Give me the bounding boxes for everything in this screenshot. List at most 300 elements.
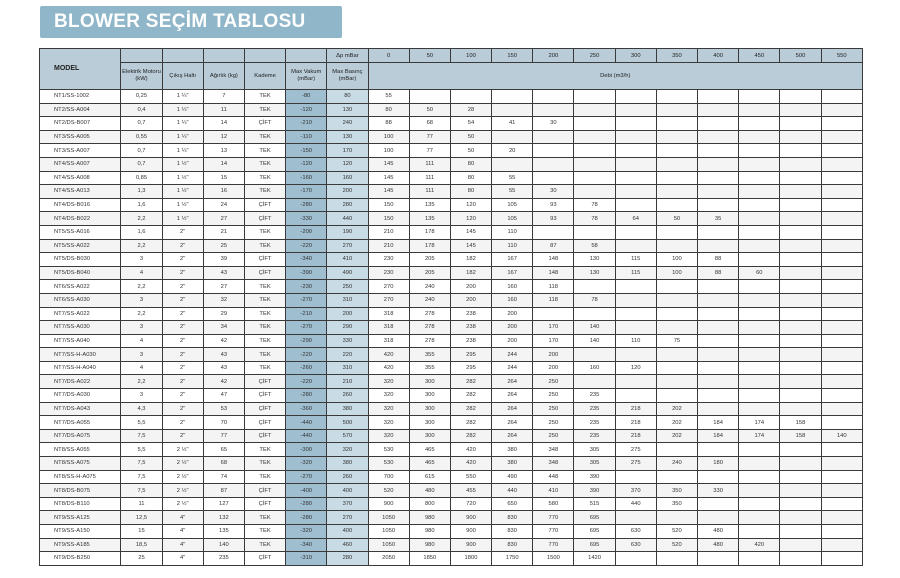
flow-cell bbox=[698, 361, 739, 375]
table-row bbox=[40, 253, 863, 267]
max-vacuum-cell: -390 bbox=[286, 266, 327, 280]
max-vacuum-cell: -260 bbox=[286, 361, 327, 375]
spec-cell: 3 bbox=[121, 348, 162, 362]
spec-cell: 2" bbox=[162, 361, 203, 375]
flow-cell: 282 bbox=[450, 389, 491, 403]
flow-cell: 35 bbox=[698, 212, 739, 226]
flow-cell bbox=[492, 90, 533, 104]
pressure-350: 350 bbox=[656, 49, 697, 63]
flow-cell bbox=[656, 90, 697, 104]
spec-cell: 39 bbox=[203, 253, 244, 267]
flow-cell bbox=[780, 402, 821, 416]
spec-cell: ÇİFT bbox=[244, 402, 285, 416]
flow-cell: 480 bbox=[409, 484, 450, 498]
flow-cell: 50 bbox=[450, 130, 491, 144]
flow-cell bbox=[780, 389, 821, 403]
table-row bbox=[40, 361, 863, 375]
flow-cell: 520 bbox=[368, 484, 409, 498]
flow-cell: 55 bbox=[368, 90, 409, 104]
spec-cell: 7,5 bbox=[121, 470, 162, 484]
flow-cell bbox=[739, 103, 780, 117]
flow-cell bbox=[698, 334, 739, 348]
max-pressure-cell: 280 bbox=[327, 198, 368, 212]
flow-cell bbox=[698, 198, 739, 212]
max-vacuum-cell: -210 bbox=[286, 307, 327, 321]
spec-cell: 2" bbox=[162, 280, 203, 294]
flow-cell: 695 bbox=[574, 538, 615, 552]
flow-cell bbox=[574, 171, 615, 185]
model-cell: NT6/SS-A022 bbox=[40, 280, 121, 294]
max-pressure-cell: 380 bbox=[327, 402, 368, 416]
flow-cell: 100 bbox=[656, 266, 697, 280]
flow-cell: 88 bbox=[698, 266, 739, 280]
spec-cell: 25 bbox=[121, 552, 162, 566]
max-pressure-cell: 120 bbox=[327, 157, 368, 171]
flow-cell: 148 bbox=[533, 266, 574, 280]
spec-cell: TEK bbox=[244, 144, 285, 158]
model-cell: NT1/SS-1002 bbox=[40, 90, 121, 104]
flow-cell: 110 bbox=[492, 225, 533, 239]
model-cell: NT3/SS-A005 bbox=[40, 130, 121, 144]
flow-cell: 250 bbox=[533, 416, 574, 430]
model-cell: NT7/SS-A022 bbox=[40, 307, 121, 321]
model-cell: NT8/DS-B110 bbox=[40, 497, 121, 511]
spec-cell: 4 bbox=[121, 334, 162, 348]
flow-cell: 300 bbox=[409, 402, 450, 416]
spec-cell: ÇİFT bbox=[244, 375, 285, 389]
spec-cell: 2,2 bbox=[121, 375, 162, 389]
table-row bbox=[40, 321, 863, 335]
flow-cell bbox=[698, 293, 739, 307]
flow-cell: 615 bbox=[409, 470, 450, 484]
flow-cell bbox=[780, 552, 821, 566]
column-header-row bbox=[40, 63, 863, 90]
flow-cell: 218 bbox=[615, 416, 656, 430]
blower-selection-table bbox=[39, 48, 863, 566]
flow-cell bbox=[574, 225, 615, 239]
flow-cell: 390 bbox=[574, 484, 615, 498]
flow-cell: 148 bbox=[533, 253, 574, 267]
max-pressure-cell: 250 bbox=[327, 280, 368, 294]
spec-cell: 24 bbox=[203, 198, 244, 212]
flow-cell: 282 bbox=[450, 402, 491, 416]
spec-cell: 25 bbox=[203, 239, 244, 253]
flow-cell: 55 bbox=[492, 171, 533, 185]
spec-cell: TEK bbox=[244, 130, 285, 144]
flow-cell bbox=[821, 321, 862, 335]
spec-cell: 2,2 bbox=[121, 212, 162, 226]
spec-cell: ÇİFT bbox=[244, 212, 285, 226]
flow-cell bbox=[656, 293, 697, 307]
max-vacuum-cell: -220 bbox=[286, 239, 327, 253]
flow-cell: 135 bbox=[409, 212, 450, 226]
max-pressure-cell: 410 bbox=[327, 253, 368, 267]
max-vacuum-cell: -310 bbox=[286, 552, 327, 566]
flow-cell bbox=[821, 90, 862, 104]
flow-cell: 111 bbox=[409, 185, 450, 199]
flow-cell bbox=[739, 280, 780, 294]
flow-cell bbox=[615, 470, 656, 484]
flow-cell: 350 bbox=[656, 484, 697, 498]
flow-cell: 520 bbox=[656, 525, 697, 539]
spec-cell: 53 bbox=[203, 402, 244, 416]
table-row bbox=[40, 171, 863, 185]
flow-cell bbox=[780, 198, 821, 212]
max-pressure-cell: 380 bbox=[327, 457, 368, 471]
flow-cell bbox=[739, 157, 780, 171]
table-row bbox=[40, 457, 863, 471]
flow-cell: 275 bbox=[615, 443, 656, 457]
flow-cell: 184 bbox=[698, 416, 739, 430]
spec-cell: 7,5 bbox=[121, 457, 162, 471]
max-vacuum-cell: -440 bbox=[286, 429, 327, 443]
flow-cell: 420 bbox=[368, 361, 409, 375]
spec-cell: 32 bbox=[203, 293, 244, 307]
flow-cell: 355 bbox=[409, 348, 450, 362]
max-pressure-cell: 80 bbox=[327, 90, 368, 104]
spec-cell: 1 ¼" bbox=[162, 117, 203, 131]
pressure-0: 0 bbox=[368, 49, 409, 63]
table-row bbox=[40, 212, 863, 226]
flow-cell: 695 bbox=[574, 511, 615, 525]
flow-cell bbox=[821, 484, 862, 498]
flow-cell: 275 bbox=[615, 457, 656, 471]
max-vacuum-cell: -360 bbox=[286, 402, 327, 416]
flow-cell bbox=[656, 157, 697, 171]
flow-cell: 2050 bbox=[368, 552, 409, 566]
flow-cell: 235 bbox=[574, 389, 615, 403]
flow-cell bbox=[698, 185, 739, 199]
flow-cell: 115 bbox=[615, 266, 656, 280]
flow-cell bbox=[656, 280, 697, 294]
table-row bbox=[40, 239, 863, 253]
flow-cell bbox=[574, 307, 615, 321]
flow-cell bbox=[821, 117, 862, 131]
pressure-250: 250 bbox=[574, 49, 615, 63]
spec-cell: 15 bbox=[121, 525, 162, 539]
flow-cell: 250 bbox=[533, 389, 574, 403]
flow-cell: 182 bbox=[450, 266, 491, 280]
spec-cell: 1 ½" bbox=[162, 171, 203, 185]
model-cell: NT2/SS-A004 bbox=[40, 103, 121, 117]
flow-cell: 244 bbox=[492, 348, 533, 362]
flow-cell: 270 bbox=[368, 293, 409, 307]
max-vacuum-cell: -110 bbox=[286, 130, 327, 144]
flow-cell bbox=[821, 443, 862, 457]
flow-cell bbox=[698, 144, 739, 158]
spec-cell: 14 bbox=[203, 117, 244, 131]
flow-cell: 278 bbox=[409, 307, 450, 321]
flow-cell bbox=[780, 293, 821, 307]
spec-cell: 1 ½" bbox=[162, 212, 203, 226]
flow-cell: 630 bbox=[615, 525, 656, 539]
flow-cell: 448 bbox=[533, 470, 574, 484]
flow-cell: 720 bbox=[450, 497, 491, 511]
flow-cell: 120 bbox=[450, 212, 491, 226]
spec-cell: 2,2 bbox=[121, 280, 162, 294]
flow-cell: 218 bbox=[615, 429, 656, 443]
table-row bbox=[40, 470, 863, 484]
max-pressure-cell: 220 bbox=[327, 348, 368, 362]
spec-cell: 1,3 bbox=[121, 185, 162, 199]
flow-cell bbox=[780, 280, 821, 294]
flow-cell bbox=[615, 552, 656, 566]
flow-cell: 238 bbox=[450, 307, 491, 321]
spec-cell: 0,25 bbox=[121, 90, 162, 104]
spec-cell: 74 bbox=[203, 470, 244, 484]
flow-cell: 420 bbox=[450, 457, 491, 471]
flow-cell bbox=[698, 103, 739, 117]
table-row bbox=[40, 103, 863, 117]
flow-cell bbox=[821, 457, 862, 471]
model-cell: NT7/SS-H-A030 bbox=[40, 348, 121, 362]
flow-cell: 150 bbox=[368, 198, 409, 212]
flow-cell: 170 bbox=[533, 334, 574, 348]
spec-cell: 2" bbox=[162, 293, 203, 307]
flow-cell bbox=[739, 497, 780, 511]
model-cell: NT7/DS-A043 bbox=[40, 402, 121, 416]
max-pressure-cell: 270 bbox=[327, 511, 368, 525]
flow-cell: 380 bbox=[492, 443, 533, 457]
max-vacuum-cell: -210 bbox=[286, 117, 327, 131]
flow-cell bbox=[615, 375, 656, 389]
spec-cell: TEK bbox=[244, 457, 285, 471]
model-cell: NT9/SS-A185 bbox=[40, 538, 121, 552]
flow-cell bbox=[821, 470, 862, 484]
flow-cell: 1050 bbox=[368, 538, 409, 552]
flow-cell: 54 bbox=[450, 117, 491, 131]
flow-cell bbox=[821, 280, 862, 294]
flow-cell bbox=[615, 321, 656, 335]
spec-cell: 65 bbox=[203, 443, 244, 457]
flow-cell: 167 bbox=[492, 266, 533, 280]
flow-cell bbox=[821, 212, 862, 226]
flow-cell: 80 bbox=[368, 103, 409, 117]
max-pressure-cell: 310 bbox=[327, 361, 368, 375]
spec-cell: 12,5 bbox=[121, 511, 162, 525]
flow-cell bbox=[780, 334, 821, 348]
flow-cell bbox=[698, 117, 739, 131]
flow-cell bbox=[698, 321, 739, 335]
max-pressure-cell: 330 bbox=[327, 334, 368, 348]
max-vacuum-cell: -120 bbox=[286, 103, 327, 117]
model-header: MODEL bbox=[40, 49, 121, 90]
flow-cell: 264 bbox=[492, 389, 533, 403]
flow-cell: 50 bbox=[656, 212, 697, 226]
flow-cell: 93 bbox=[533, 198, 574, 212]
spec-cell: TEK bbox=[244, 157, 285, 171]
max-vacuum-cell: -290 bbox=[286, 334, 327, 348]
flow-cell: 111 bbox=[409, 171, 450, 185]
flow-cell bbox=[492, 103, 533, 117]
flow-cell bbox=[656, 171, 697, 185]
model-cell: NT5/DS-B030 bbox=[40, 253, 121, 267]
table-row bbox=[40, 389, 863, 403]
flow-cell bbox=[615, 307, 656, 321]
spec-cell: 2,2 bbox=[121, 239, 162, 253]
spec-cell: TEK bbox=[244, 348, 285, 362]
table-row bbox=[40, 552, 863, 566]
flow-cell bbox=[739, 348, 780, 362]
dp-header: Δp mBar bbox=[327, 49, 368, 63]
flow-cell bbox=[574, 117, 615, 131]
flow-cell bbox=[656, 361, 697, 375]
max-vacuum-cell: -270 bbox=[286, 293, 327, 307]
flow-cell: 100 bbox=[656, 253, 697, 267]
flow-cell: 50 bbox=[409, 103, 450, 117]
flow-cell: 250 bbox=[533, 375, 574, 389]
spec-cell: 42 bbox=[203, 334, 244, 348]
max-vacuum-cell: -280 bbox=[286, 511, 327, 525]
spec-cell: 5,5 bbox=[121, 416, 162, 430]
flow-cell: 240 bbox=[409, 293, 450, 307]
max-pressure-cell: 570 bbox=[327, 429, 368, 443]
flow-cell bbox=[615, 144, 656, 158]
flow-cell: 118 bbox=[533, 280, 574, 294]
spec-cell: TEK bbox=[244, 321, 285, 335]
flow-cell: 580 bbox=[533, 497, 574, 511]
spec-cell: ÇİFT bbox=[244, 253, 285, 267]
flow-cell: 202 bbox=[656, 402, 697, 416]
max-pressure-cell: 130 bbox=[327, 103, 368, 117]
flow-cell: 205 bbox=[409, 266, 450, 280]
weight-header: Ağırlık (kg) bbox=[203, 63, 244, 90]
table-row bbox=[40, 293, 863, 307]
flow-cell bbox=[656, 307, 697, 321]
spec-cell: ÇİFT bbox=[244, 389, 285, 403]
flow-cell bbox=[656, 321, 697, 335]
flow-cell bbox=[821, 266, 862, 280]
max-pressure-cell: 200 bbox=[327, 307, 368, 321]
flow-cell: 420 bbox=[368, 348, 409, 362]
flow-cell: 278 bbox=[409, 321, 450, 335]
max-pressure-header: Max Basınç (mBar) bbox=[327, 63, 368, 90]
flow-cell: 88 bbox=[368, 117, 409, 131]
flow-cell: 80 bbox=[450, 185, 491, 199]
flow-cell bbox=[698, 239, 739, 253]
title-banner bbox=[40, 6, 342, 38]
max-vacuum-cell: -220 bbox=[286, 375, 327, 389]
flow-cell bbox=[780, 90, 821, 104]
flow-cell bbox=[739, 117, 780, 131]
flow-cell: 210 bbox=[368, 239, 409, 253]
flow-cell bbox=[574, 348, 615, 362]
spec-cell: 140 bbox=[203, 538, 244, 552]
table-row bbox=[40, 280, 863, 294]
flow-cell: 178 bbox=[409, 239, 450, 253]
spec-cell: 0,7 bbox=[121, 157, 162, 171]
flow-cell bbox=[780, 375, 821, 389]
flow-cell: 420 bbox=[739, 538, 780, 552]
flow-cell: 300 bbox=[409, 375, 450, 389]
flow-cell: 318 bbox=[368, 321, 409, 335]
flow-cell bbox=[615, 293, 656, 307]
flow-cell bbox=[821, 253, 862, 267]
spec-cell: 2 ½" bbox=[162, 484, 203, 498]
flow-cell bbox=[615, 389, 656, 403]
max-pressure-cell: 260 bbox=[327, 470, 368, 484]
flow-cell: 184 bbox=[698, 429, 739, 443]
flow-cell bbox=[533, 90, 574, 104]
flow-cell bbox=[780, 307, 821, 321]
max-pressure-cell: 320 bbox=[327, 443, 368, 457]
flow-cell bbox=[739, 361, 780, 375]
max-pressure-cell: 370 bbox=[327, 497, 368, 511]
flow-cell: 455 bbox=[450, 484, 491, 498]
flow-cell bbox=[574, 280, 615, 294]
flow-cell: 200 bbox=[492, 334, 533, 348]
flow-cell bbox=[821, 538, 862, 552]
flow-cell bbox=[656, 443, 697, 457]
flow-cell: 465 bbox=[409, 457, 450, 471]
spec-cell: 7,5 bbox=[121, 484, 162, 498]
spec-cell: 1 ¼" bbox=[162, 144, 203, 158]
flow-cell: 295 bbox=[450, 348, 491, 362]
spec-cell: 2 ½" bbox=[162, 457, 203, 471]
max-vacuum-cell: -320 bbox=[286, 457, 327, 471]
flow-cell: 240 bbox=[656, 457, 697, 471]
max-pressure-cell: 500 bbox=[327, 416, 368, 430]
pressure-500: 500 bbox=[780, 49, 821, 63]
flow-cell: 50 bbox=[450, 144, 491, 158]
flow-cell bbox=[409, 90, 450, 104]
flow-cell bbox=[574, 90, 615, 104]
flow-cell bbox=[739, 334, 780, 348]
flow-cell: 30 bbox=[533, 117, 574, 131]
flow-cell: 110 bbox=[615, 334, 656, 348]
flow-cell: 770 bbox=[533, 525, 574, 539]
flow-cell bbox=[739, 552, 780, 566]
spec-cell: 4" bbox=[162, 552, 203, 566]
flow-cell bbox=[615, 157, 656, 171]
flow-cell bbox=[739, 130, 780, 144]
spec-cell: TEK bbox=[244, 361, 285, 375]
flow-cell: 1050 bbox=[368, 511, 409, 525]
flow-cell bbox=[821, 157, 862, 171]
flow-cell: 167 bbox=[492, 253, 533, 267]
spec-cell: 0,4 bbox=[121, 103, 162, 117]
flow-cell bbox=[698, 280, 739, 294]
spec-cell: 2" bbox=[162, 321, 203, 335]
table-row bbox=[40, 443, 863, 457]
flow-cell: 390 bbox=[574, 470, 615, 484]
flow-cell bbox=[615, 90, 656, 104]
flow-cell: 111 bbox=[409, 157, 450, 171]
flow-cell: 480 bbox=[698, 525, 739, 539]
spec-cell: 2" bbox=[162, 266, 203, 280]
spec-cell: 3 bbox=[121, 253, 162, 267]
spec-cell: 47 bbox=[203, 389, 244, 403]
table-row bbox=[40, 402, 863, 416]
flow-cell bbox=[739, 171, 780, 185]
flow-cell bbox=[615, 511, 656, 525]
flow-cell: 182 bbox=[450, 253, 491, 267]
spec-cell: 2" bbox=[162, 225, 203, 239]
table-row bbox=[40, 225, 863, 239]
spec-cell: 2" bbox=[162, 416, 203, 430]
spec-cell: 14 bbox=[203, 157, 244, 171]
flow-cell bbox=[615, 239, 656, 253]
spec-cell: 2" bbox=[162, 348, 203, 362]
flow-cell bbox=[780, 511, 821, 525]
max-pressure-cell: 460 bbox=[327, 538, 368, 552]
max-vacuum-cell: -200 bbox=[286, 225, 327, 239]
flow-cell: 770 bbox=[533, 538, 574, 552]
spec-cell: 1 ½" bbox=[162, 157, 203, 171]
model-cell: NT8/SS-A055 bbox=[40, 443, 121, 457]
max-vacuum-cell: -300 bbox=[286, 443, 327, 457]
spec-cell: ÇİFT bbox=[244, 429, 285, 443]
